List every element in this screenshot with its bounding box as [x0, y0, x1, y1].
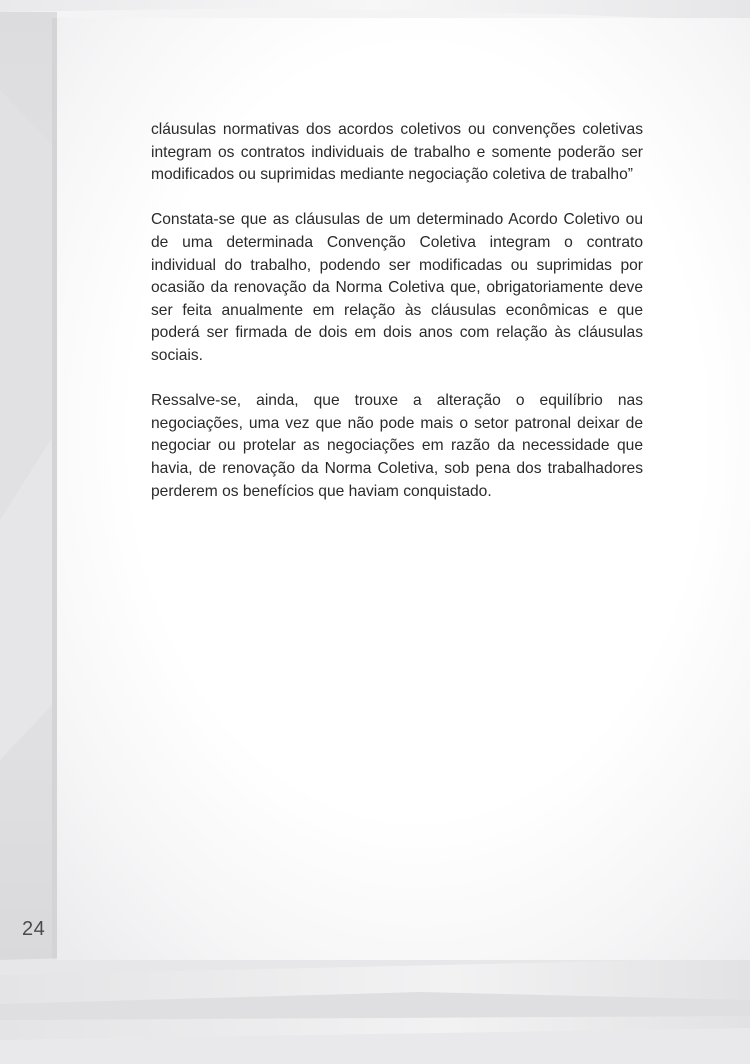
paragraph-2: Constata-se que as cláusulas de um determinado Acordo Coletivo ou de uma determinada Convenção Coletiva integram o contrato individual do trabalho, podendo ser modificadas ou suprimidas por ocasião da renovação da Norma Coletiva que, obrigatoriamente deve ser feita anualmente em relação às cláusulas econômicas e que poderá ser firmada de dois em dois anos com relação às cláusulas sociais. [151, 211, 643, 364]
body-text [151, 119, 643, 526]
paragraph-3: Ressalve-se, ainda, que trouxe a alteração o equilíbrio nas negociações, uma vez que não pode mais o setor patronal deixar de negociar ou protelar as negociações em razão da necessidade que havia, de renovação da Norma Coletiva, sob pena dos trabalhadores perderem os benefícios que haviam conquistado. [151, 392, 643, 500]
paragraph-1: cláusulas normativas dos acordos coletivos ou convenções coletivas integram os contratos individuais de trabalho e somente poderão ser modificados ou suprimidas mediante negociação coletiva de trabalho” [151, 121, 643, 184]
page-number: 24 [22, 918, 46, 940]
